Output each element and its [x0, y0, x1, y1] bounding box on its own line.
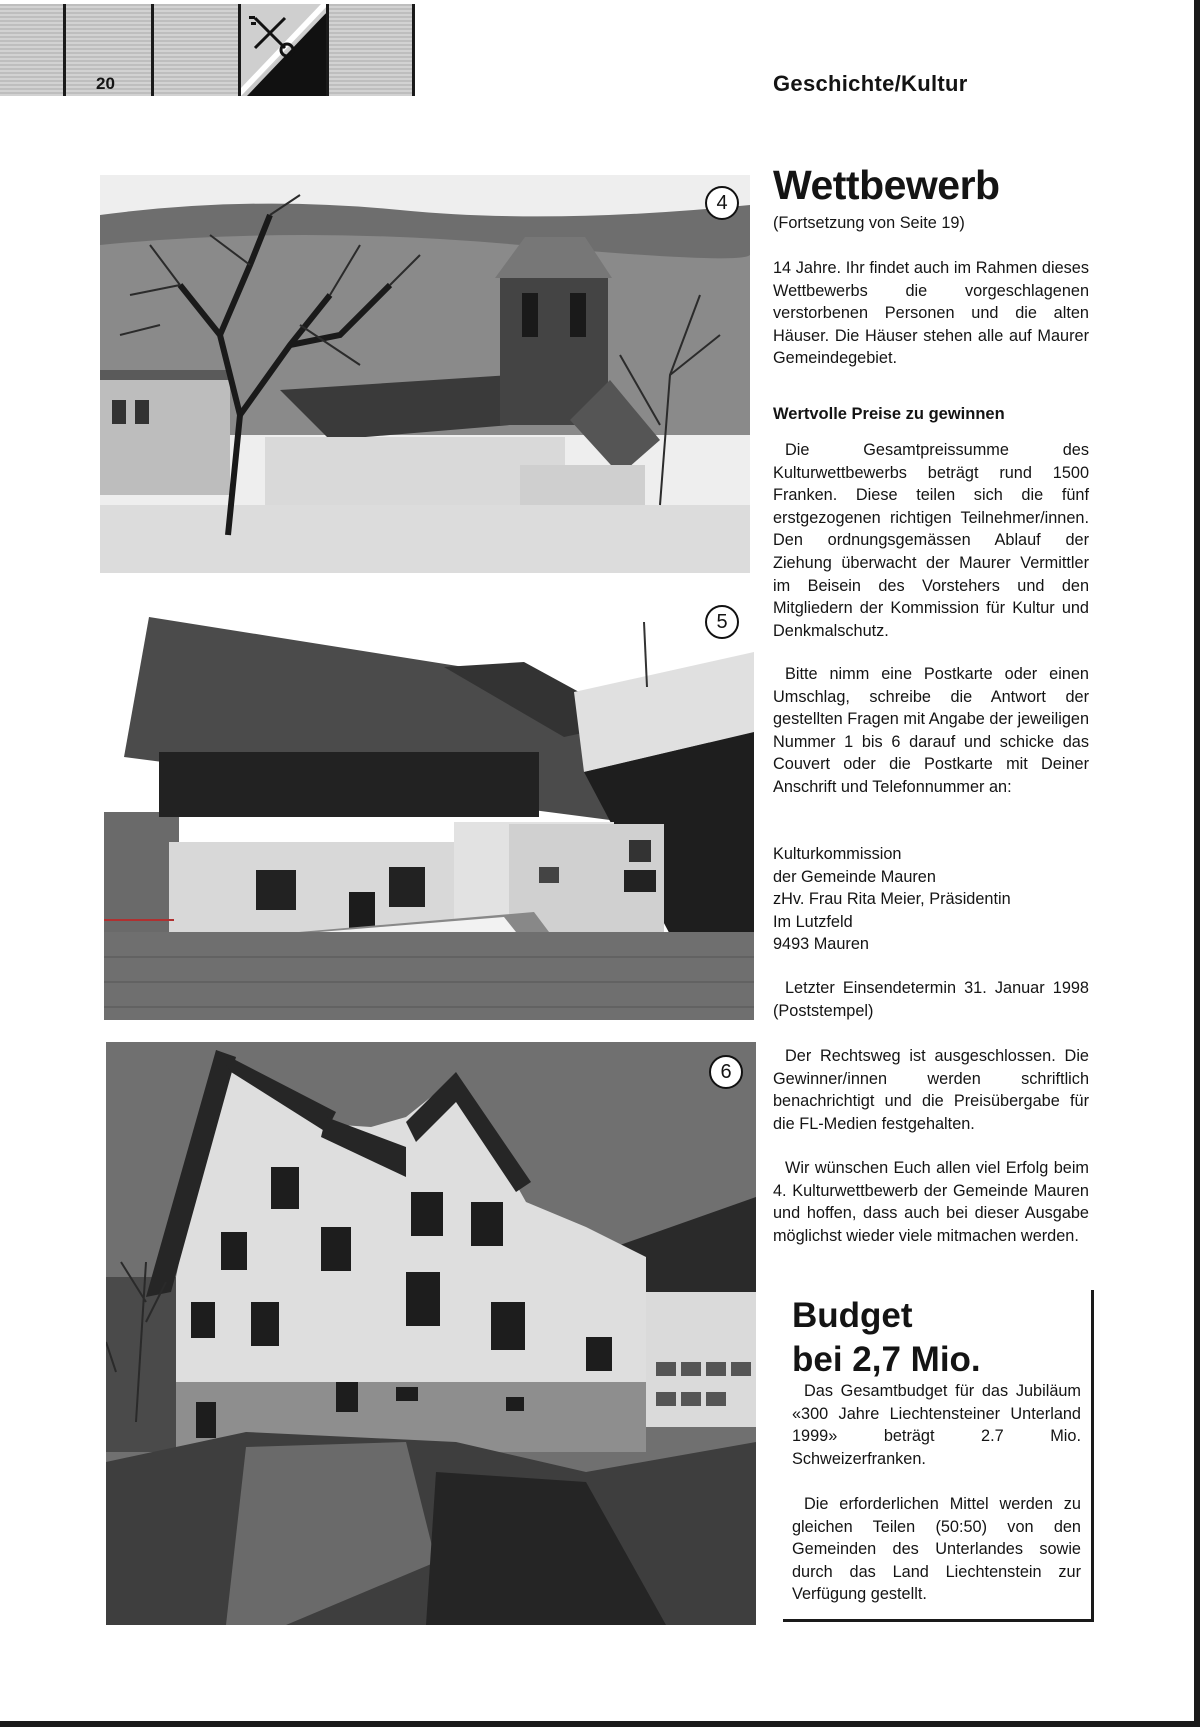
wish-paragraph: Wir wünschen Euch allen viel Erfolg beim 4. Kulturwettbewerb der Gemeinde Mauren und hoffen, dass auch bei dieser Ausgabe möglichst wieder viele mitmachen werden.	[773, 1159, 1089, 1245]
strip-cell	[329, 4, 415, 96]
prizes-paragraph: Die Gesamtpreissumme des Kulturwettbewerbs beträgt rund 1500 Franken. Diese teilen sich die fünf erstgezogenen richtigen Teilnehmer/innen. Den ordnungsgemässen Ablauf der Ziehung überwacht der Maurer Vermittler im Beisein des Vorstehers und den Mitgliedern der Kommission für Kultur und Denkmalschutz.	[773, 441, 1089, 640]
deadline-paragraph: Letzter Einsendetermin 31. Januar 1998 (Poststempel)	[773, 979, 1089, 1020]
article-subtitle: (Fortsetzung von Seite 19)	[773, 214, 965, 232]
intro-paragraph: 14 Jahre. Ihr findet auch im Rahmen dieses Wettbewerbs die vorgeschlagenen verstorbenen Personen und die alten Häuser. Die Häuser stehen alle auf Maurer Gemeindegebiet.	[773, 259, 1089, 368]
budget-title	[792, 1294, 981, 1382]
photo-number-badge: 6	[709, 1055, 743, 1089]
crossed-keys-icon	[241, 4, 329, 96]
legal-paragraph: Der Rechtsweg ist ausgeschlossen. Die Gewinner/innen werden schriftlich benachrichtigt und die Preisübergabe für die FL-Medien festgehalten.	[773, 1047, 1089, 1133]
address-line: der Gemeinde Mauren	[773, 867, 936, 886]
header-strip	[0, 4, 415, 96]
address-line: zHv. Frau Rita Meier, Präsidentin	[773, 890, 1011, 909]
farmhouse-photo	[104, 612, 754, 1020]
address-line: Im Lutzfeld	[773, 912, 853, 931]
section-title: Geschichte/Kultur	[773, 71, 968, 96]
subheading: Wertvolle Preise zu gewinnen	[773, 405, 1005, 423]
page-number: 20	[96, 74, 115, 93]
budget-paragraph: Die erforderlichen Mittel werden zu gleichen Teilen (50:50) von den Gemeinden des Unterlandes sowie durch das Land Liechtenstein zur Verfügung gestellt.	[792, 1495, 1081, 1604]
budget-title-line: bei 2,7 Mio.	[792, 1340, 981, 1379]
photo-number-badge: 5	[705, 605, 739, 639]
budget-title-line: Budget	[792, 1296, 913, 1335]
strip-cell	[0, 4, 66, 96]
photo-number-badge: 4	[705, 186, 739, 220]
address-block	[773, 843, 1089, 956]
residential-house-photo	[106, 1042, 756, 1625]
postcard-paragraph: Bitte nimm eine Postkarte oder einen Umschlag, schreibe die Antwort der gestellten Fragen mit Angabe der jeweiligen Nummer 1 bis 6 darauf und schicke das Couvert oder die Postkarte mit Deiner Anschrift und Telefonnummer an:	[773, 665, 1089, 796]
budget-paragraph: Das Gesamtbudget für das Jubiläum «300 Jahre Liechtensteiner Unterland 1999» beträgt 2.7 Mio. Schweizerfranken.	[792, 1382, 1081, 1468]
article-title: Wettbewerb	[773, 162, 1000, 208]
address-line: Kulturkommission	[773, 845, 902, 863]
address-line: 9493 Mauren	[773, 935, 869, 954]
church-photo	[100, 175, 750, 573]
strip-cell	[154, 4, 241, 96]
